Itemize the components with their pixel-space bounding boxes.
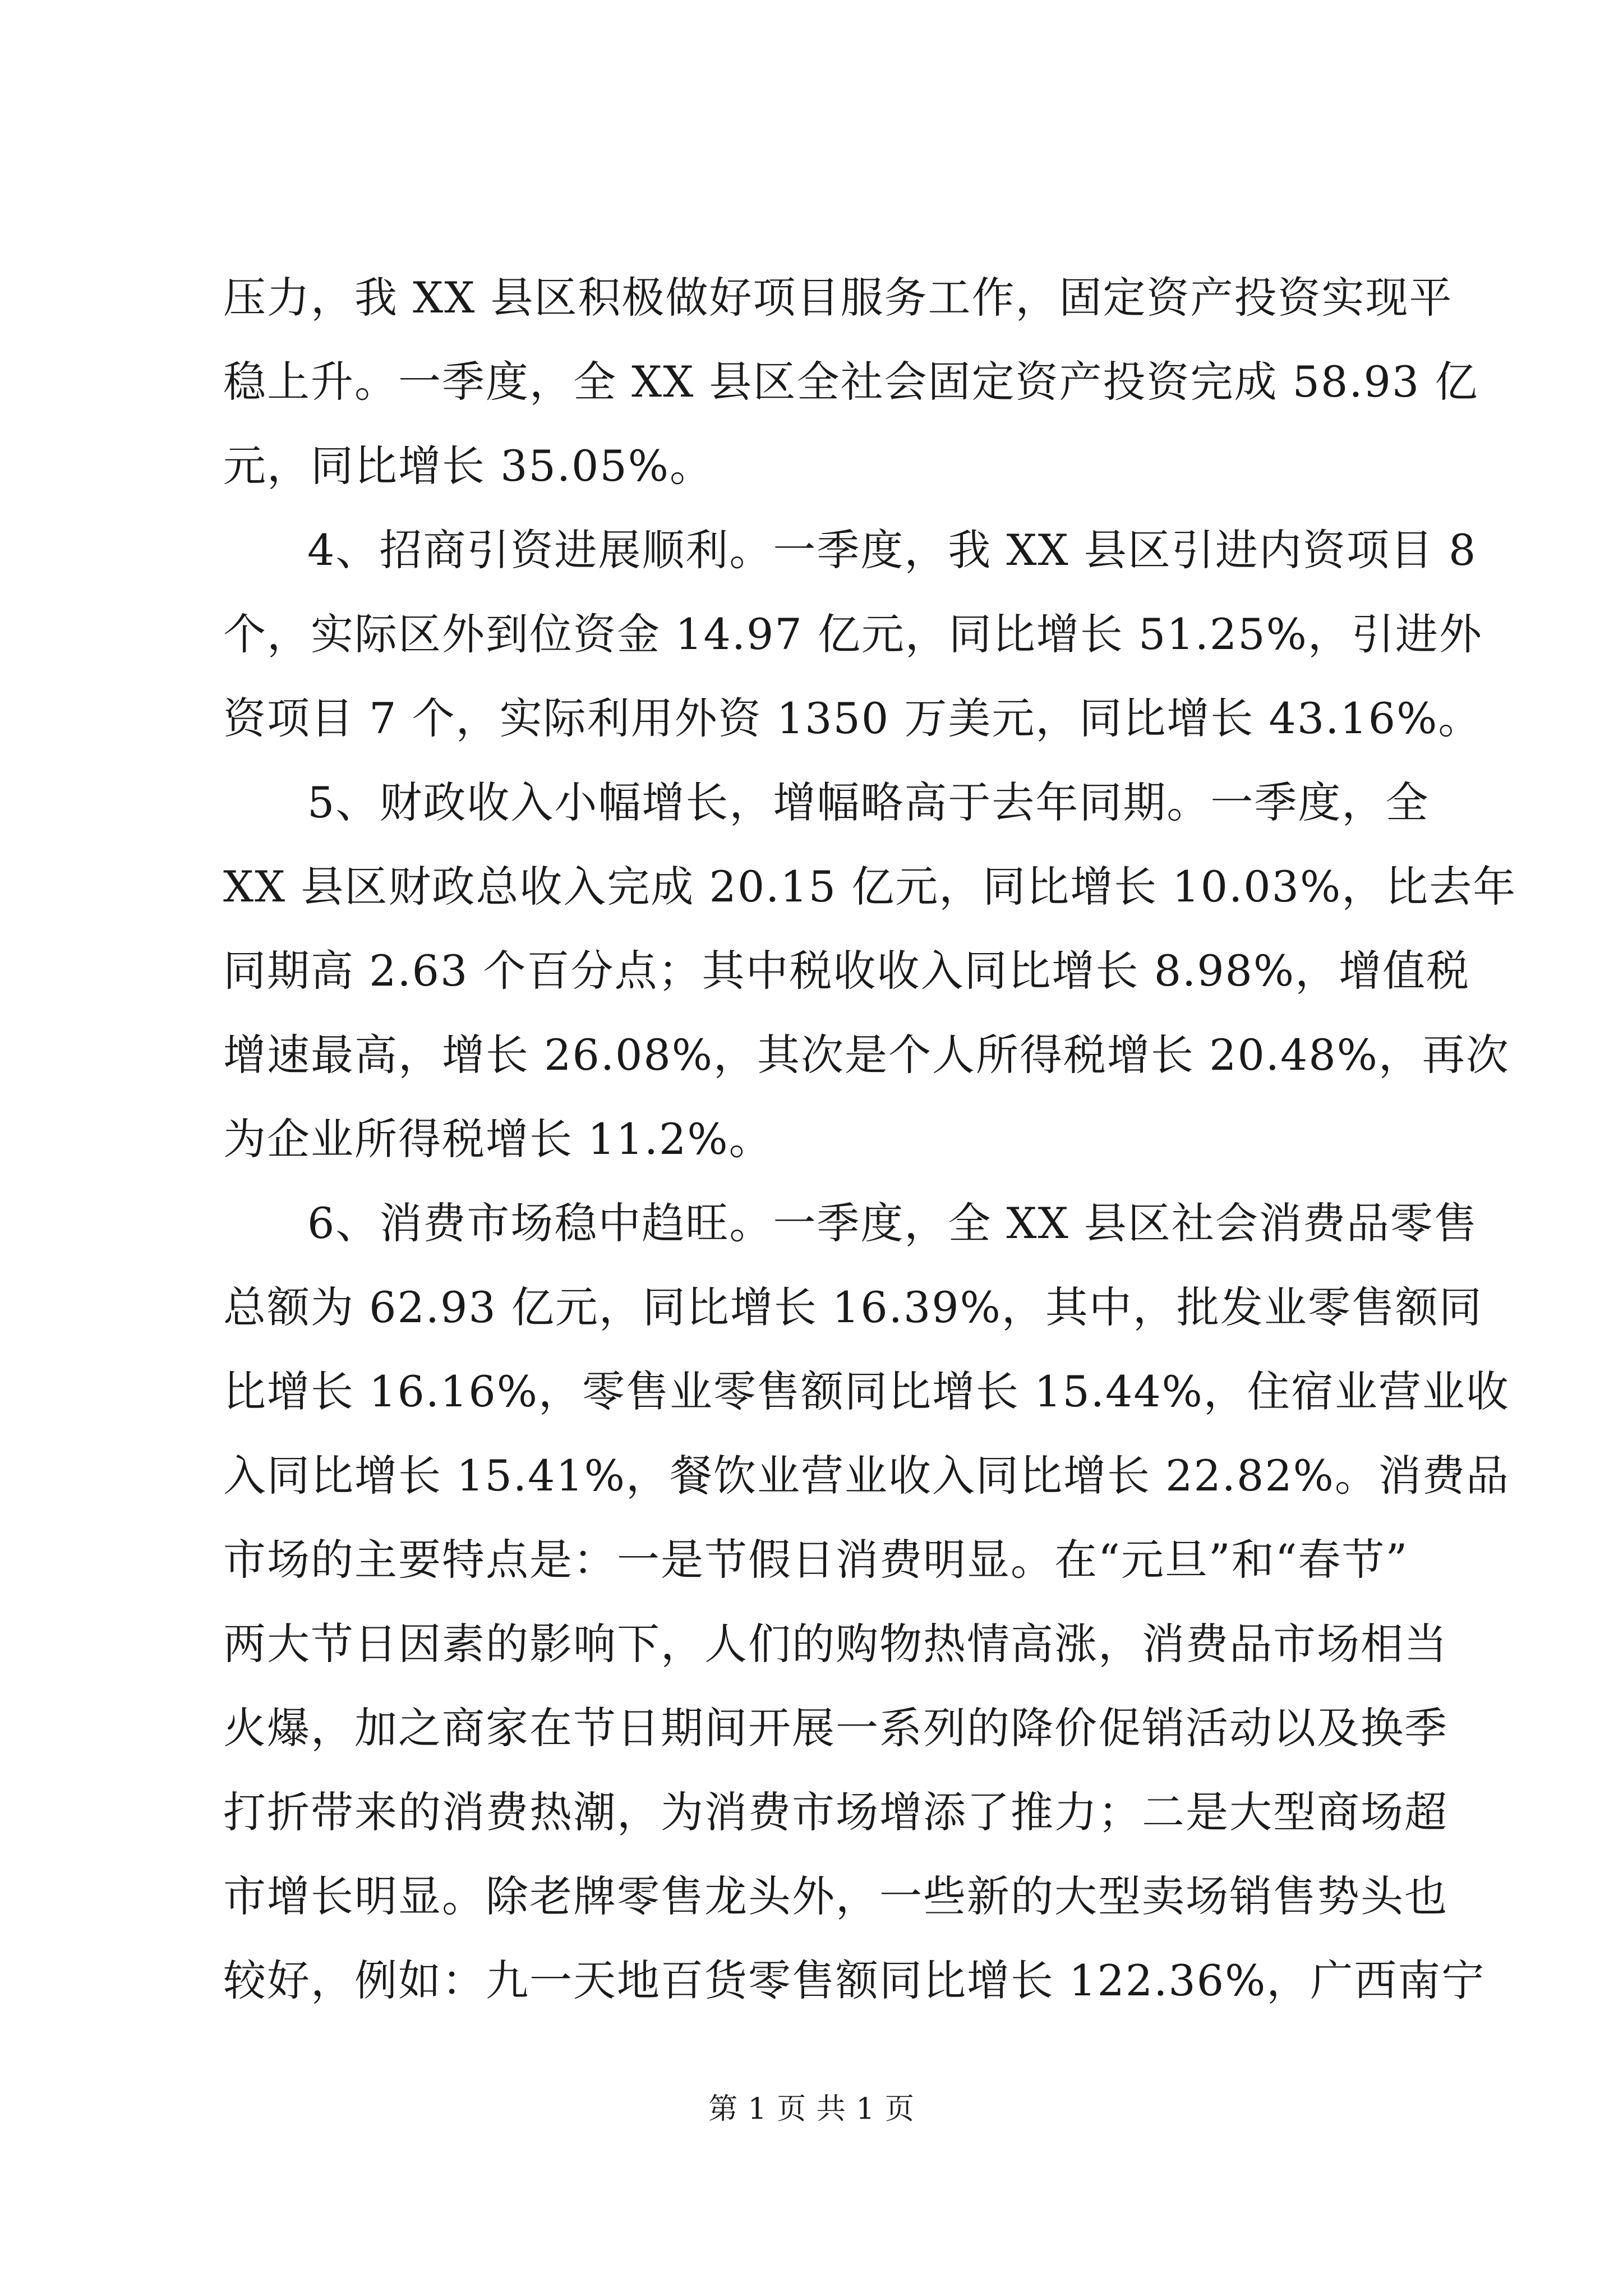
- text-line: XX 县区财政总收入完成 20.15 亿元，同比增长 10.03%，比去年: [223, 862, 1517, 912]
- text-line: 市增长明显。除老牌零售龙头外，一些新的大型卖场销售势头也: [223, 1871, 1448, 1921]
- text-line: 火爆，加之商家在节日期间开展一系列的降价促销活动以及换季: [223, 1703, 1448, 1753]
- text-line: 稳上升。一季度，全 XX 县区全社会固定资产投资完成 58.93 亿: [223, 357, 1479, 407]
- text-line: 5、财政收入小幅增长，增幅略高于去年同期。一季度，全: [307, 777, 1430, 827]
- text-line: 压力，我 XX 县区积极做好项目服务工作，固定资产投资实现平: [223, 273, 1453, 323]
- paragraph-investment-attraction: [223, 508, 1483, 761]
- text-line: 为企业所得税增长 11.2%。: [223, 1114, 773, 1164]
- text-line: 增速最高，增长 26.08%，其次是个人所得税增长 20.48%，再次: [223, 1030, 1510, 1080]
- text-line: 入同比增长 15.41%，餐饮业营业收入同比增长 22.82%。消费品: [223, 1451, 1510, 1501]
- text-line: 较好，例如：九一天地百货零售额同比增长 122.36%，广西南宁: [223, 1955, 1486, 2005]
- text-line: 比增长 16.16%，零售业零售额同比增长 15.44%，住宿业营业收: [223, 1366, 1510, 1416]
- text-line: 总额为 62.93 亿元，同比增长 16.39%，其中，批发业零售额同: [223, 1282, 1483, 1332]
- text-line: 元，同比增长 35.05%。: [223, 441, 713, 491]
- text-line: 4、招商引资进展顺利。一季度，我 XX 县区引进内资项目 8: [307, 525, 1477, 575]
- page-number-footer: 第 1 页 共 1 页: [708, 2092, 915, 2126]
- paragraph-fiscal-revenue: [223, 761, 1517, 1181]
- document-body: [223, 256, 1517, 2023]
- paragraph-fixed-asset-investment: [223, 256, 1479, 508]
- text-line: 同期高 2.63 个百分点；其中税收收入同比增长 8.98%，增值税: [223, 946, 1470, 996]
- text-line: 资项目 7 个，实际利用外资 1350 万美元，同比增长 43.16%。: [223, 693, 1482, 743]
- text-line: 两大节日因素的影响下，人们的购物热情高涨，消费品市场相当: [223, 1619, 1448, 1669]
- text-line: 市场的主要特点是：一是节假日消费明显。在“元旦”和“春节”: [223, 1535, 1409, 1585]
- paragraph-consumer-market: [223, 1181, 1510, 2023]
- text-line: 打折带来的消费热潮，为消费市场增添了推力；二是大型商场超: [223, 1787, 1448, 1837]
- text-line: 6、消费市场稳中趋旺。一季度，全 XX 县区社会消费品零售: [307, 1198, 1478, 1248]
- text-line: 个，实际区外到位资金 14.97 亿元，同比增长 51.25%，引进外: [223, 609, 1483, 659]
